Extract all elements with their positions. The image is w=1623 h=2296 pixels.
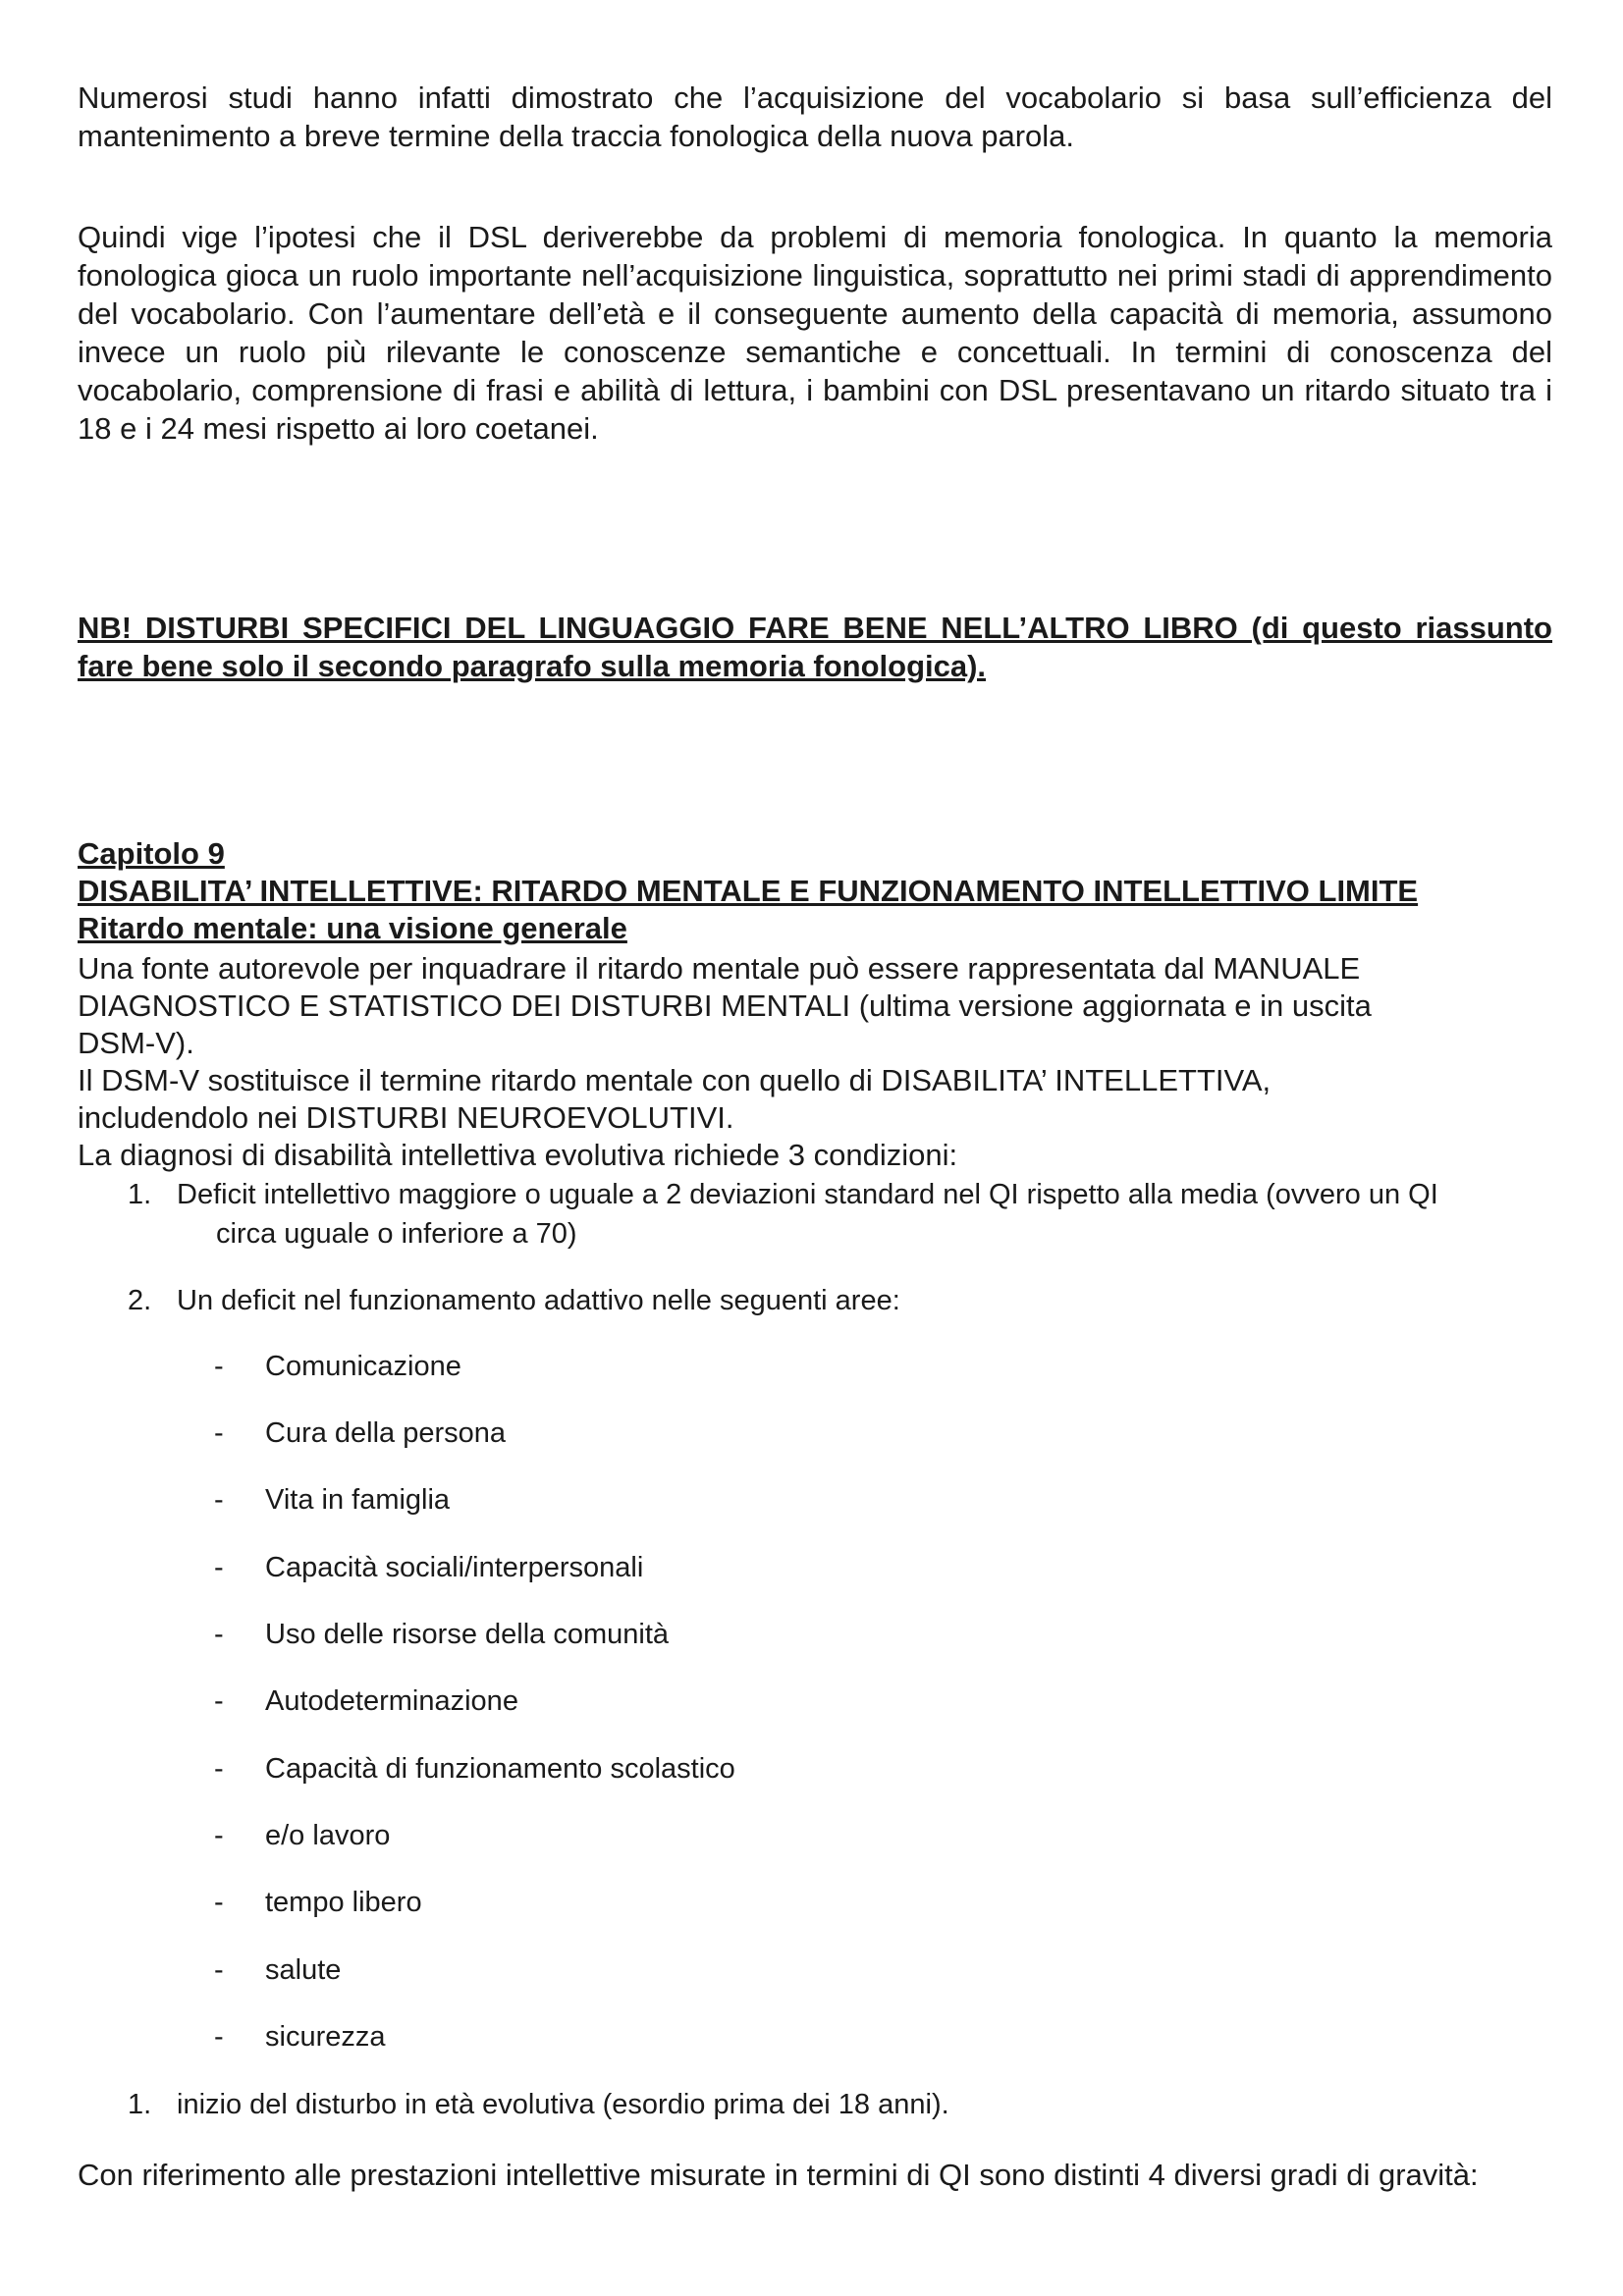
list-number: 1. — [128, 2089, 152, 2120]
bullet-dash: - — [214, 1552, 224, 1583]
list-item: Vita in famiglia — [265, 1484, 451, 1516]
bullet-dash: - — [214, 1753, 224, 1785]
bullet-dash: - — [214, 1484, 224, 1516]
bullet-dash: - — [214, 1820, 224, 1851]
list-number: 2. — [128, 1285, 152, 1316]
bullet-dash: - — [214, 1887, 224, 1918]
intro-block — [78, 950, 1570, 1174]
section-title: Ritardo mentale: una visione generale — [78, 911, 627, 945]
bullet-dash: - — [214, 1619, 224, 1650]
condition-1-text: Deficit intellettivo maggiore o uguale a 2 deviazioni standard nel QI rispetto alla media (ovvero un QI — [177, 1179, 1438, 1210]
list-item: tempo libero — [265, 1887, 422, 1918]
condition-3-text: inizio del disturbo in età evolutiva (esordio prima dei 18 anni). — [177, 2089, 949, 2120]
nb-note: NB! DISTURBI SPECIFICI DEL LINGUAGGIO FARE BENE NELL’ALTRO LIBRO (di questo riassunto fare bene solo il secondo paragrafo sulla memoria fonologica). — [78, 611, 1552, 683]
list-item: Capacità di funzionamento scolastico — [265, 1753, 735, 1785]
list-item: Uso delle risorse della comunità — [265, 1619, 670, 1650]
intro-line: La diagnosi di disabilità intellettiva evolutiva richiede 3 condizioni: — [78, 1138, 958, 1172]
list-item: Autodeterminazione — [265, 1685, 518, 1717]
paragraph-dsl-hypothesis: Quindi vige l’ipotesi che il DSL deriverebbe da problemi di memoria fonologica. In quanto la memoria fonologica gioca un ruolo importante nell’acquisizione linguistica, soprattutto nei primi stadi di apprendimento del vocabolario. Con l’aumentare dell’età e il conseguente aumento della capacità di memoria, assumono invece un ruolo più rilevante le conoscenze semantiche e concettuali. In termini di conoscenza del vocabolario, comprensione di frasi e abilità di lettura, i bambini con DSL presentavano un ritardo situato tra i 18 e i 24 mesi rispetto ai loro coetanei. — [78, 220, 1552, 446]
intro-line: DSM-V). — [78, 1026, 194, 1060]
chapter-heading — [78, 835, 1570, 947]
intro-line: Il DSM-V sostituisce il termine ritardo mentale con quello di DISABILITA’ INTELLETTIVA, — [78, 1063, 1271, 1097]
intro-line: includendolo nei DISTURBI NEUROEVOLUTIVI. — [78, 1100, 734, 1135]
list-number: 1. — [128, 1179, 152, 1210]
condition-2-text: Un deficit nel funzionamento adattivo nelle seguenti aree: — [177, 1285, 900, 1316]
list-item: Cura della persona — [265, 1417, 507, 1449]
bullet-dash: - — [214, 1954, 224, 1986]
condition-1-continuation: circa uguale o inferiore a 70) — [216, 1218, 577, 1250]
bullet-dash: - — [214, 1417, 224, 1449]
intro-line: Una fonte autorevole per inquadrare il ritardo mentale può essere rappresentata dal MANUALE — [78, 951, 1361, 986]
chapter-title: DISABILITA’ INTELLETTIVE: RITARDO MENTALE E FUNZIONAMENTO INTELLETTIVO LIMITE — [78, 874, 1419, 908]
list-item: sicurezza — [265, 2021, 386, 2053]
chapter-label: Capitolo 9 — [78, 836, 225, 871]
bullet-dash: - — [214, 1351, 224, 1382]
list-item: Capacità sociali/interpersonali — [265, 1552, 644, 1583]
list-item: salute — [265, 1954, 342, 1986]
bullet-dash: - — [214, 2021, 224, 2053]
closing-paragraph: Con riferimento alle prestazioni intellettive misurate in termini di QI sono distinti 4 diversi gradi di gravità: — [78, 2158, 1479, 2192]
paragraph-vocabulary: Numerosi studi hanno infatti dimostrato che l’acquisizione del vocabolario si basa sull’efficienza del mantenimento a breve termine della traccia fonologica della nuova parola. — [78, 80, 1552, 153]
list-item: Comunicazione — [265, 1351, 461, 1382]
list-item: e/o lavoro — [265, 1820, 391, 1851]
intro-line: DIAGNOSTICO E STATISTICO DEI DISTURBI MENTALI (ultima versione aggiornata e in uscita — [78, 988, 1372, 1023]
bullet-dash: - — [214, 1685, 224, 1717]
